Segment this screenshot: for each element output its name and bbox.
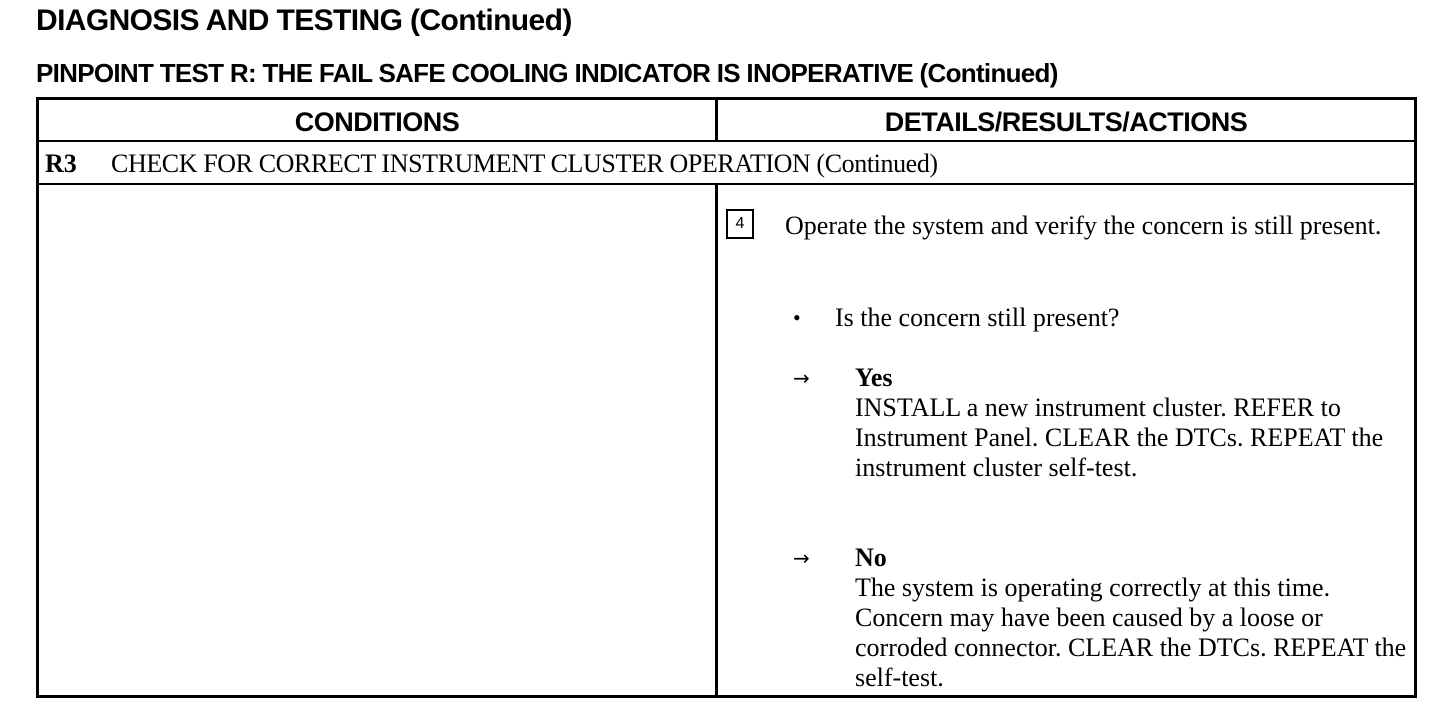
bullet-icon: • — [793, 305, 801, 330]
substep-instruction: Operate the system and verify the concern is still present. — [785, 211, 1382, 240]
table-header-row — [39, 100, 1414, 142]
conditions-header: CONDITIONS — [294, 107, 460, 137]
details-cell — [718, 185, 1414, 695]
yes-label: Yes — [855, 363, 893, 392]
conditions-cell — [39, 185, 715, 695]
no-label: No — [855, 543, 887, 572]
substep-number-box: 4 — [726, 209, 754, 239]
no-action-text: The system is operating correctly at this time. Concern may have been caused by a loose or corroded connector. CLEAR the DTCs. REPEAT the self-test. — [855, 573, 1407, 692]
page-title: DIAGNOSIS AND TESTING (Continued) — [36, 4, 572, 37]
question-text: Is the concern still present? — [835, 303, 1120, 332]
details-header: DETAILS/RESULTS/ACTIONS — [884, 107, 1248, 137]
yes-arrow-icon: → — [793, 366, 810, 390]
step-row — [39, 142, 1414, 185]
no-arrow-icon: → — [793, 546, 810, 570]
diagnostic-table — [36, 97, 1417, 698]
step-id: R3 — [45, 149, 77, 178]
pinpoint-test-title: PINPOINT TEST R: THE FAIL SAFE COOLING INDICATOR IS INOPERATIVE (Continued) — [36, 58, 1058, 88]
yes-action-text: INSTALL a new instrument cluster. REFER to Instrument Panel. CLEAR the DTCs. REPEAT the instrument cluster self-test. — [855, 393, 1384, 482]
step-title: CHECK FOR CORRECT INSTRUMENT CLUSTER OPERATION (Continued) — [111, 149, 938, 178]
